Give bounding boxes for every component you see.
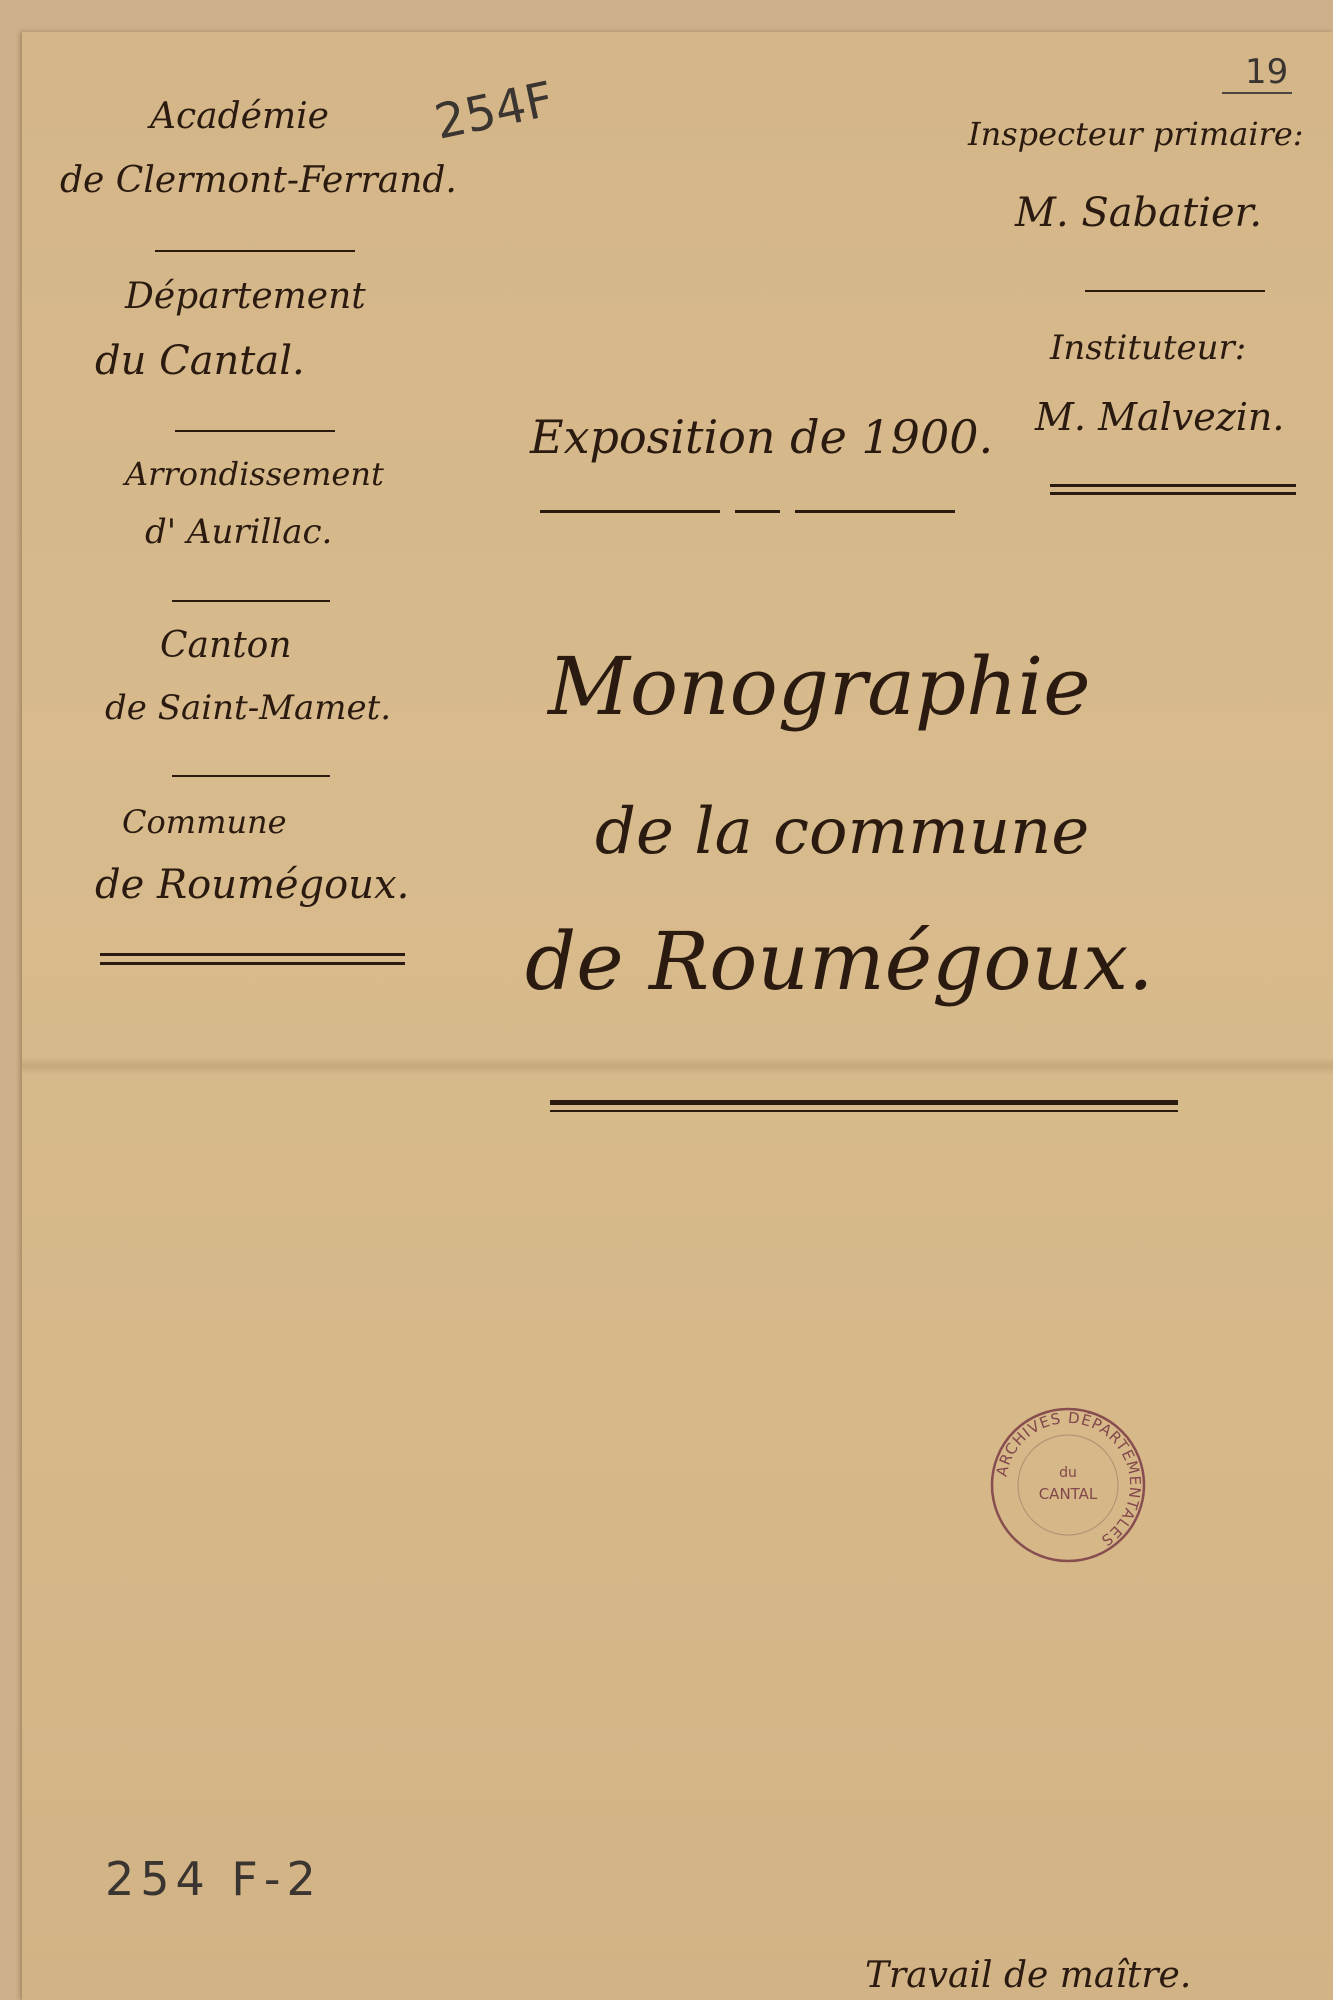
commune-label: Commune [122, 803, 287, 841]
inspecteur-label: Inspecteur primaire: [968, 115, 1304, 153]
double-rule [1050, 492, 1296, 495]
instituteur-label: Instituteur: [1050, 328, 1247, 368]
dash-rule [795, 510, 955, 513]
arrondissement-label: Arrondissement [125, 455, 384, 493]
exposition-heading: Exposition de 1900. [530, 410, 994, 464]
divider [172, 775, 330, 777]
academie-label: Académie [150, 96, 329, 137]
title-line-2: de la commune [595, 795, 1090, 869]
archive-shelfmark-top: 254F [430, 71, 559, 151]
instituteur-name: M. Malvezin. [1035, 395, 1285, 439]
divider [175, 430, 335, 432]
archive-shelfmark-bottom: 254 F-2 [105, 1852, 322, 1906]
stamp-inner-text-2: CANTAL [1038, 1485, 1098, 1503]
departement-name: du Cantal. [95, 338, 305, 384]
dash-rule [735, 510, 780, 513]
divider [172, 600, 330, 602]
title-double-rule [550, 1110, 1178, 1112]
title-line-1: Monographie [548, 640, 1091, 733]
page-number: 19 [1245, 52, 1289, 92]
dash-rule [540, 510, 720, 513]
arrondissement-name: d' Aurillac. [145, 512, 333, 552]
inspecteur-name: M. Sabatier. [1015, 190, 1263, 236]
canton-label: Canton [160, 625, 292, 666]
footer-note: Travail de maître. [865, 1955, 1192, 1996]
title-double-rule [550, 1100, 1178, 1105]
title-line-3: de Roumégoux. [525, 915, 1154, 1008]
academie-name: de Clermont-Ferrand. [60, 160, 457, 201]
divider [1085, 290, 1265, 292]
stamp-outer-text: ARCHIVES DÉPARTEMENTALES [992, 1408, 1145, 1551]
commune-name: de Roumégoux. [95, 862, 410, 908]
departement-label: Département [125, 276, 366, 317]
archives-stamp [988, 1405, 1148, 1565]
stamp-inner-text-1: du [1059, 1465, 1077, 1481]
double-rule [100, 953, 405, 956]
double-rule [1050, 484, 1296, 487]
double-rule [100, 962, 405, 965]
canton-name: de Saint-Mamet. [105, 688, 392, 728]
divider [155, 250, 355, 252]
page-number-underline [1222, 92, 1292, 94]
